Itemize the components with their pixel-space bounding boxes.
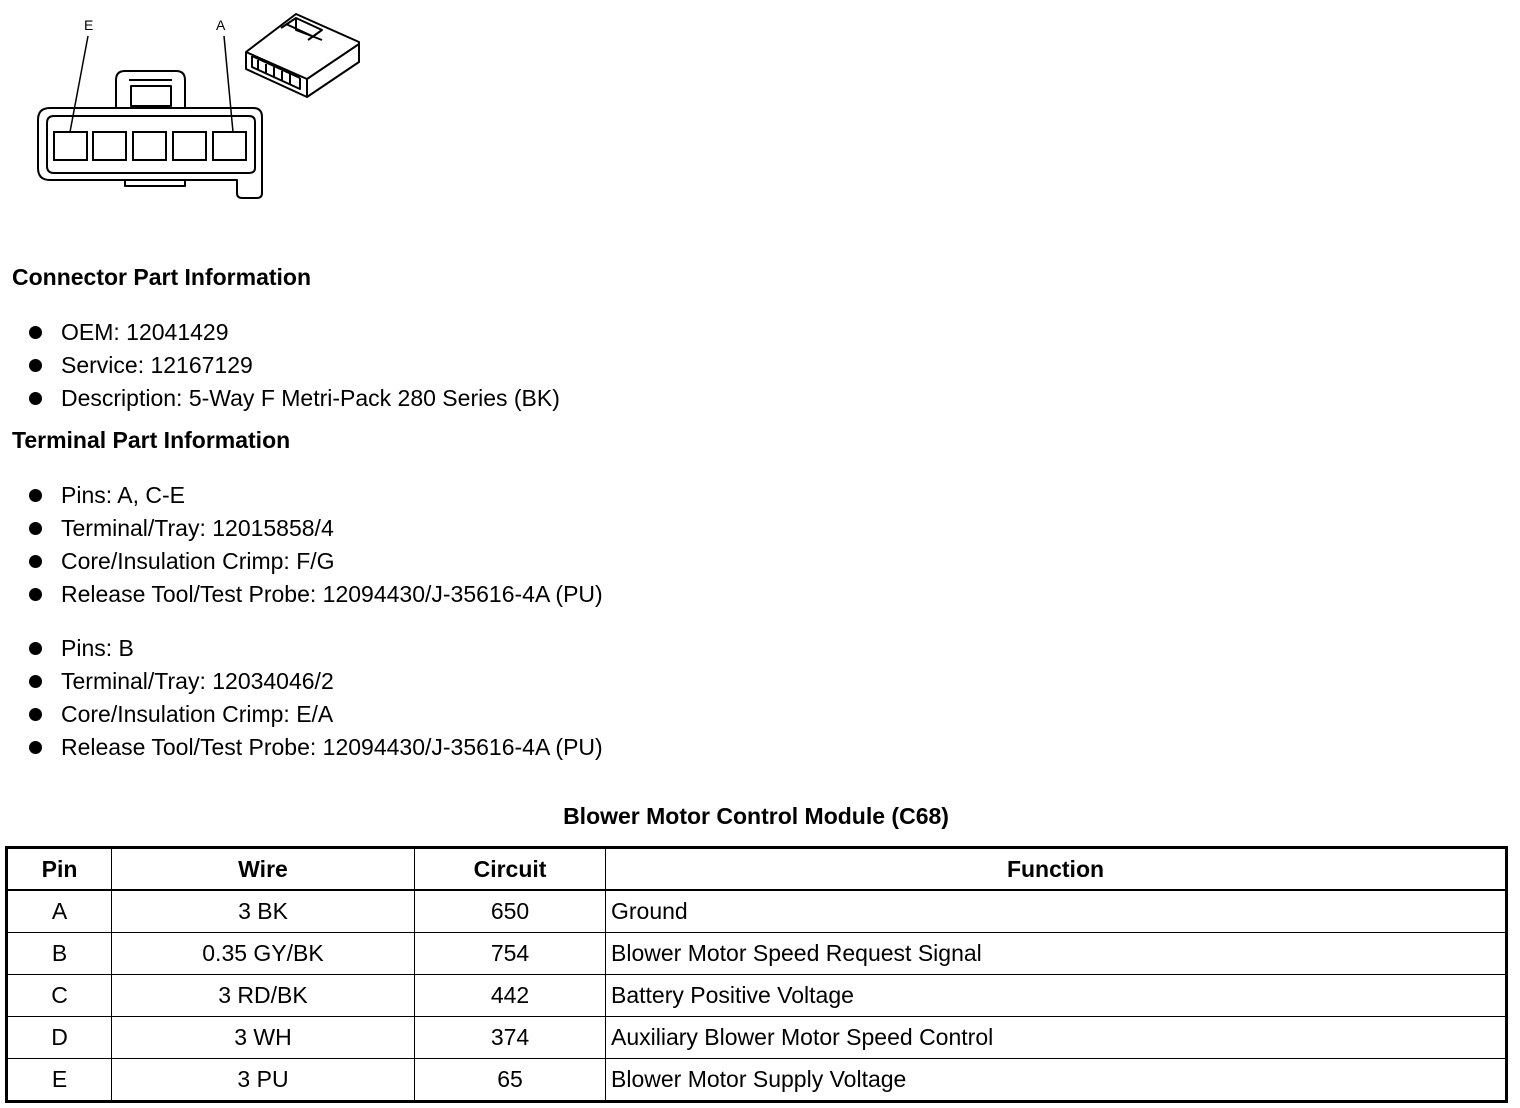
circuit-cell: 442: [415, 975, 606, 1017]
bullet-icon: [29, 392, 42, 405]
list-item-text: OEM: 12041429: [61, 319, 229, 345]
column-header-function: Function: [606, 848, 1507, 891]
wire-cell: 0.35 GY/BK: [112, 933, 415, 975]
column-header-pin: Pin: [7, 848, 112, 891]
function-cell: Ground: [606, 890, 1507, 933]
list-item: [0, 349, 560, 382]
list-item: [0, 665, 603, 698]
pin-cell: D: [7, 1017, 112, 1059]
list-item: [0, 512, 603, 545]
list-item: [0, 545, 603, 578]
bullet-icon: [29, 741, 42, 754]
connector-part-info-heading: Connector Part Information: [12, 264, 312, 290]
list-item-text: Pins: B: [61, 635, 134, 661]
list-item: [0, 316, 560, 349]
list-item-text: Description: 5-Way F Metri-Pack 280 Series (BK): [61, 385, 560, 411]
pin-label-e: E: [84, 17, 94, 33]
list-item-text: Terminal/Tray: 12034046/2: [61, 668, 334, 694]
pin-cavity-d: [93, 132, 126, 160]
list-item-text: Service: 12167129: [61, 352, 253, 378]
list-item-text: Release Tool/Test Probe: 12094430/J-35616-4A (PU): [61, 581, 603, 607]
pinout-table: [5, 846, 1508, 1103]
connector-isometric-sketch: [246, 14, 359, 97]
table-header-row: [7, 848, 1507, 891]
function-cell: Auxiliary Blower Motor Speed Control: [606, 1017, 1507, 1059]
connector-diagram: [0, 0, 380, 210]
function-cell: Battery Positive Voltage: [606, 975, 1507, 1017]
column-header-wire: Wire: [112, 848, 415, 891]
list-item-text: Terminal/Tray: 12015858/4: [61, 515, 334, 541]
wire-cell: 3 PU: [112, 1059, 415, 1102]
connector-part-info-list: [0, 316, 560, 415]
pin-cavity-a: [213, 132, 246, 160]
circuit-cell: 650: [415, 890, 606, 933]
list-item: [0, 479, 603, 512]
list-item: [0, 731, 603, 764]
list-item: [0, 382, 560, 415]
wire-cell: 3 BK: [112, 890, 415, 933]
list-item-text: Release Tool/Test Probe: 12094430/J-35616-4A (PU): [61, 734, 603, 760]
circuit-cell: 65: [415, 1059, 606, 1102]
pin-label-a: A: [216, 17, 226, 33]
circuit-cell: 754: [415, 933, 606, 975]
list-item-text: Core/Insulation Crimp: F/G: [61, 548, 335, 574]
wire-cell: 3 WH: [112, 1017, 415, 1059]
bullet-icon: [29, 588, 42, 601]
wire-cell: 3 RD/BK: [112, 975, 415, 1017]
bullet-icon: [29, 326, 42, 339]
pin-label-leaders: [70, 36, 233, 132]
list-item: [0, 632, 603, 665]
bullet-icon: [29, 555, 42, 568]
bullet-icon: [29, 708, 42, 721]
table-title: Blower Motor Control Module (C68): [563, 803, 949, 829]
list-item-text: Core/Insulation Crimp: E/A: [61, 701, 334, 727]
terminal-part-info-heading: Terminal Part Information: [12, 427, 291, 453]
pin-cell: B: [7, 933, 112, 975]
pin-cell: E: [7, 1059, 112, 1102]
column-header-circuit: Circuit: [415, 848, 606, 891]
list-item: [0, 578, 603, 611]
pin-cavity-e: [54, 132, 87, 160]
bullet-icon: [29, 359, 42, 372]
table-row: [7, 933, 1507, 975]
bullet-icon: [29, 642, 42, 655]
pin-cell: A: [7, 890, 112, 933]
terminal-group-2-list: [0, 632, 603, 764]
pin-cavity-b: [173, 132, 206, 160]
function-cell: Blower Motor Supply Voltage: [606, 1059, 1507, 1102]
pin-cell: C: [7, 975, 112, 1017]
circuit-cell: 374: [415, 1017, 606, 1059]
bullet-icon: [29, 675, 42, 688]
table-row: [7, 975, 1507, 1017]
pin-cavities: [54, 132, 246, 160]
table-row: [7, 1017, 1507, 1059]
function-cell: Blower Motor Speed Request Signal: [606, 933, 1507, 975]
table-row: [7, 890, 1507, 933]
pin-cavity-c: [133, 132, 166, 160]
table-row: [7, 1059, 1507, 1102]
bullet-icon: [29, 522, 42, 535]
terminal-group-1-list: [0, 479, 603, 611]
list-item: [0, 698, 603, 731]
bullet-icon: [29, 489, 42, 502]
list-item-text: Pins: A, C-E: [61, 482, 185, 508]
